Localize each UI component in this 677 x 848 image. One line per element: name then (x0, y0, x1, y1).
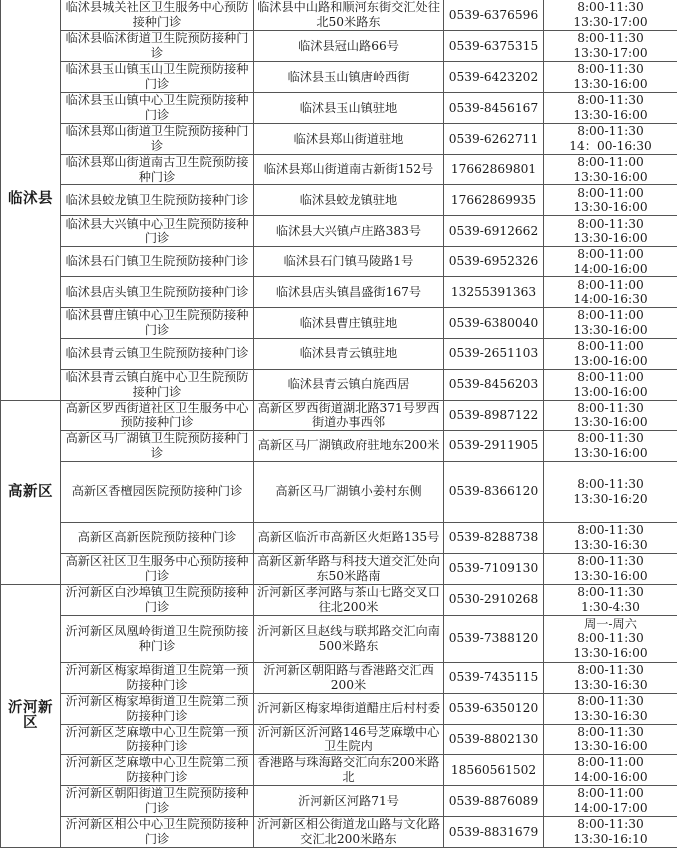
table-row (1, 754, 677, 785)
hours-cell (544, 724, 677, 754)
table-row (1, 308, 677, 338)
address-cell: 临沭县郑山街道南古新街152号 (254, 155, 444, 185)
hours-line: 13:30-16:30 (544, 538, 677, 553)
hours-line: 13:00-16:00 (544, 385, 677, 400)
address-cell: 高新区新华路与科技大道交汇处向东50米路南 (254, 553, 444, 584)
hours-cell (544, 124, 677, 155)
table-row (1, 430, 677, 461)
phone-cell: 0539-6375315 (444, 31, 544, 62)
hours-line: 13:30-16:20 (544, 492, 677, 507)
clinic-name-cell: 沂河新区芝麻墩中心卫生院第二预防接种门诊 (61, 754, 254, 785)
phone-cell: 0539-6380040 (444, 308, 544, 338)
address-cell: 高新区临沂市高新区火炬路135号 (254, 522, 444, 553)
address-cell: 沂河新区梅家埠街道醋庄后村村委 (254, 693, 444, 724)
hours-line: 8:00-11:00 (544, 247, 677, 262)
hours-line: 8:00-11:30 (544, 663, 677, 678)
address-cell: 临沭县大兴镇卢庄路383号 (254, 216, 444, 247)
table-row (1, 155, 677, 185)
hours-cell (544, 216, 677, 247)
phone-cell: 0539-6350120 (444, 693, 544, 724)
address-cell: 高新区马厂湖镇小姜村东侧 (254, 461, 444, 522)
address-cell: 沂河新区旦赵线与联邦路交汇向南500米路东 (254, 615, 444, 662)
hours-line: 14:00-16:30 (544, 292, 677, 307)
table-row (1, 724, 677, 754)
hours-line: 13:30-16:00 (544, 231, 677, 246)
address-cell: 临沭县中山路和顺河东街交汇处往北50米路东 (254, 0, 444, 31)
hours-cell (544, 522, 677, 553)
table-row (1, 185, 677, 216)
phone-cell: 0539-6912662 (444, 216, 544, 247)
hours-line: 1:30-4:30 (544, 600, 677, 615)
phone-cell: 0539-6952326 (444, 247, 544, 277)
phone-cell: 0530-2910268 (444, 584, 544, 615)
hours-line: 8:00-11:30 (544, 523, 677, 538)
hours-line: 8:00-11:30 (544, 585, 677, 600)
hours-cell (544, 277, 677, 308)
clinic-name-cell: 高新区罗西街道社区卫生服务中心预防接种门诊 (61, 400, 254, 430)
hours-cell (544, 31, 677, 62)
hours-line: 8:00-11:30 (544, 554, 677, 569)
address-cell: 临沭县蛟龙镇驻地 (254, 185, 444, 216)
table-row (1, 216, 677, 247)
hours-line: 8:00-11:30 (544, 725, 677, 740)
hours-cell (544, 308, 677, 338)
hours-line: 周一-周六 (544, 617, 677, 632)
hours-line: 8:00-11:30 (544, 431, 677, 446)
address-cell: 高新区罗西街道湖北路371号罗西街道办事西邻 (254, 400, 444, 430)
clinic-name-cell: 高新区社区卫生服务中心预防接种门诊 (61, 553, 254, 584)
clinic-name-cell: 临沭县蛟龙镇卫生院预防接种门诊 (61, 185, 254, 216)
hours-line: 13:30-16:00 (544, 108, 677, 123)
hours-line: 8:00-11:00 (544, 155, 677, 170)
phone-cell: 0539-6262711 (444, 124, 544, 155)
phone-cell: 0539-8831679 (444, 816, 544, 847)
hours-cell (544, 785, 677, 816)
hours-line: 8:00-11:00 (544, 755, 677, 770)
address-cell: 沂河新区孝河路与茶山七路交叉口往北200米 (254, 584, 444, 615)
table-row (1, 247, 677, 277)
hours-line: 8:00-11:00 (544, 339, 677, 354)
table-row (1, 662, 677, 693)
hours-line: 14:00-16:00 (544, 770, 677, 785)
clinic-name-cell: 临沭县青云镇卫生院预防接种门诊 (61, 338, 254, 369)
hours-line: 13:30-16:00 (544, 646, 677, 661)
hours-line: 14：00-16:30 (544, 139, 677, 154)
hours-line: 13:30-17:00 (544, 15, 677, 30)
hours-cell (544, 0, 677, 31)
clinic-name-cell: 临沭县玉山镇中心卫生院预防接种门诊 (61, 93, 254, 124)
address-cell: 临沭县玉山镇驻地 (254, 93, 444, 124)
hours-cell (544, 62, 677, 93)
phone-cell: 0539-2911905 (444, 430, 544, 461)
address-cell: 临沭县曹庄镇驻地 (254, 308, 444, 338)
table-row (1, 693, 677, 724)
clinic-name-cell: 临沭县郑山街道南古卫生院预防接种门诊 (61, 155, 254, 185)
hours-cell (544, 553, 677, 584)
hours-cell (544, 369, 677, 400)
hours-line: 8:00-11:30 (544, 62, 677, 77)
phone-cell: 0539-8366120 (444, 461, 544, 522)
address-cell: 临沭县青云镇白旄西居 (254, 369, 444, 400)
hours-cell (544, 615, 677, 662)
table-row (1, 93, 677, 124)
hours-line: 13:30-16:00 (544, 77, 677, 92)
district-cell: 高新区 (1, 400, 61, 584)
table-row (1, 62, 677, 93)
clinic-name-cell: 临沭县城关社区卫生服务中心预防接种门诊 (61, 0, 254, 31)
table-row (1, 816, 677, 847)
hours-cell (544, 754, 677, 785)
table-row (1, 0, 677, 31)
hours-cell (544, 338, 677, 369)
address-cell: 沂河新区相公街道龙山路与文化路交汇北200米路东 (254, 816, 444, 847)
table-row (1, 400, 677, 430)
hours-line: 8:00-11:30 (544, 817, 677, 832)
hours-line: 8:00-11:30 (544, 0, 677, 15)
address-cell: 临沭县石门镇马陵路1号 (254, 247, 444, 277)
hours-cell (544, 584, 677, 615)
hours-line: 8:00-11:00 (544, 186, 677, 201)
hours-line: 8:00-11:30 (544, 477, 677, 492)
clinic-name-cell: 临沭县店头镇卫生院预防接种门诊 (61, 277, 254, 308)
table-row (1, 553, 677, 584)
clinic-name-cell: 沂河新区梅家埠街道卫生院第一预防接种门诊 (61, 662, 254, 693)
hours-line: 8:00-11:30 (544, 124, 677, 139)
phone-cell: 0539-6423202 (444, 62, 544, 93)
hours-line: 8:00-11:00 (544, 308, 677, 323)
hours-line: 14:00-17:00 (544, 801, 677, 816)
hours-line: 13:30-16:10 (544, 832, 677, 847)
district-cell: 沂河新区 (1, 584, 61, 847)
district-cell: 临沭县 (1, 0, 61, 400)
phone-cell: 17662869935 (444, 185, 544, 216)
phone-cell: 0539-7109130 (444, 553, 544, 584)
hours-line: 13:30-16:00 (544, 415, 677, 430)
phone-cell: 0539-6376596 (444, 0, 544, 31)
hours-line: 8:00-11:00 (544, 370, 677, 385)
clinic-name-cell: 高新区香檀园医院预防接种门诊 (61, 461, 254, 522)
hours-line: 8:00-11:30 (544, 631, 677, 646)
hours-line: 13:30-16:00 (544, 200, 677, 215)
hours-line: 13:30-16:00 (544, 739, 677, 754)
table-row (1, 277, 677, 308)
phone-cell: 0539-8876089 (444, 785, 544, 816)
clinic-name-cell: 高新区马厂湖镇卫生院预防接种门诊 (61, 430, 254, 461)
phone-cell: 0539-8456167 (444, 93, 544, 124)
phone-cell: 13255391363 (444, 277, 544, 308)
hours-line: 13:30-16:30 (544, 678, 677, 693)
address-cell: 临沭县玉山镇唐岭西街 (254, 62, 444, 93)
clinic-name-cell: 沂河新区白沙埠镇卫生院预防接种门诊 (61, 584, 254, 615)
table-row (1, 461, 677, 522)
table-row (1, 124, 677, 155)
clinic-name-cell: 临沭县大兴镇中心卫生院预防接种门诊 (61, 216, 254, 247)
table-row (1, 615, 677, 662)
hours-line: 13:30-17:00 (544, 46, 677, 61)
hours-line: 8:00-11:30 (544, 217, 677, 232)
clinic-name-cell: 临沭县郑山街道卫生院预防接种门诊 (61, 124, 254, 155)
clinic-name-cell: 高新区高新医院预防接种门诊 (61, 522, 254, 553)
hours-line: 13:30-16:30 (544, 709, 677, 724)
phone-cell: 0539-8987122 (444, 400, 544, 430)
address-cell: 临沭县冠山路66号 (254, 31, 444, 62)
hours-line: 8:00-11:30 (544, 401, 677, 416)
hours-cell (544, 185, 677, 216)
hours-cell (544, 662, 677, 693)
clinic-name-cell: 沂河新区凤凰岭街道卫生院预防接种门诊 (61, 615, 254, 662)
hours-cell (544, 247, 677, 277)
phone-cell: 17662869801 (444, 155, 544, 185)
hours-cell (544, 430, 677, 461)
hours-line: 8:00-11:00 (544, 278, 677, 293)
hours-line: 8:00-11:30 (544, 31, 677, 46)
phone-cell: 0539-8456203 (444, 369, 544, 400)
address-cell: 临沭县店头镇昌盛街167号 (254, 277, 444, 308)
phone-cell: 0539-8288738 (444, 522, 544, 553)
table-row (1, 584, 677, 615)
table-row (1, 338, 677, 369)
hours-line: 8:00-11:30 (544, 93, 677, 108)
hours-cell (544, 461, 677, 522)
phone-cell: 0539-2651103 (444, 338, 544, 369)
hours-line: 13:30-16:00 (544, 446, 677, 461)
hours-cell (544, 816, 677, 847)
table-row (1, 369, 677, 400)
phone-cell: 18560561502 (444, 754, 544, 785)
address-cell: 香港路与珠海路交汇向东200米路北 (254, 754, 444, 785)
table-row (1, 31, 677, 62)
address-cell: 临沭县青云镇驻地 (254, 338, 444, 369)
clinic-name-cell: 临沭县曹庄镇中心卫生院预防接种门诊 (61, 308, 254, 338)
clinic-name-cell: 沂河新区芝麻墩中心卫生院第一预防接种门诊 (61, 724, 254, 754)
table-row (1, 785, 677, 816)
clinic-name-cell: 沂河新区梅家埠街道卫生院第二预防接种门诊 (61, 693, 254, 724)
hours-line: 13:30-16:00 (544, 323, 677, 338)
phone-cell: 0539-7388120 (444, 615, 544, 662)
address-cell: 沂河新区沂河路146号芝麻墩中心卫生院内 (254, 724, 444, 754)
hours-line: 13:00-16:00 (544, 354, 677, 369)
clinic-name-cell: 临沭县临沭街道卫生院预防接种门诊 (61, 31, 254, 62)
address-cell: 沂河新区朝阳路与香港路交汇西200米 (254, 662, 444, 693)
address-cell: 沂河新区河路71号 (254, 785, 444, 816)
phone-cell: 0539-8802130 (444, 724, 544, 754)
hours-line: 13:30-16:00 (544, 569, 677, 584)
clinic-name-cell: 临沭县玉山镇玉山卫生院预防接种门诊 (61, 62, 254, 93)
hours-line: 8:00-11:30 (544, 694, 677, 709)
hours-cell (544, 400, 677, 430)
clinic-name-cell: 临沭县石门镇卫生院预防接种门诊 (61, 247, 254, 277)
hours-cell (544, 693, 677, 724)
table-row (1, 522, 677, 553)
hours-line: 13:30-16:00 (544, 170, 677, 185)
hours-line: 14:00-16:00 (544, 262, 677, 277)
phone-cell: 0539-7435115 (444, 662, 544, 693)
hours-cell (544, 155, 677, 185)
clinic-name-cell: 沂河新区相公中心卫生院预防接种门诊 (61, 816, 254, 847)
address-cell: 临沭县郑山街道驻地 (254, 124, 444, 155)
clinic-name-cell: 沂河新区朝阳街道卫生院预防接种门诊 (61, 785, 254, 816)
hours-line: 8:00-11:00 (544, 786, 677, 801)
hours-cell (544, 93, 677, 124)
address-cell: 高新区马厂湖镇政府驻地东200米 (254, 430, 444, 461)
clinic-name-cell: 临沭县青云镇白旄中心卫生院预防接种门诊 (61, 369, 254, 400)
